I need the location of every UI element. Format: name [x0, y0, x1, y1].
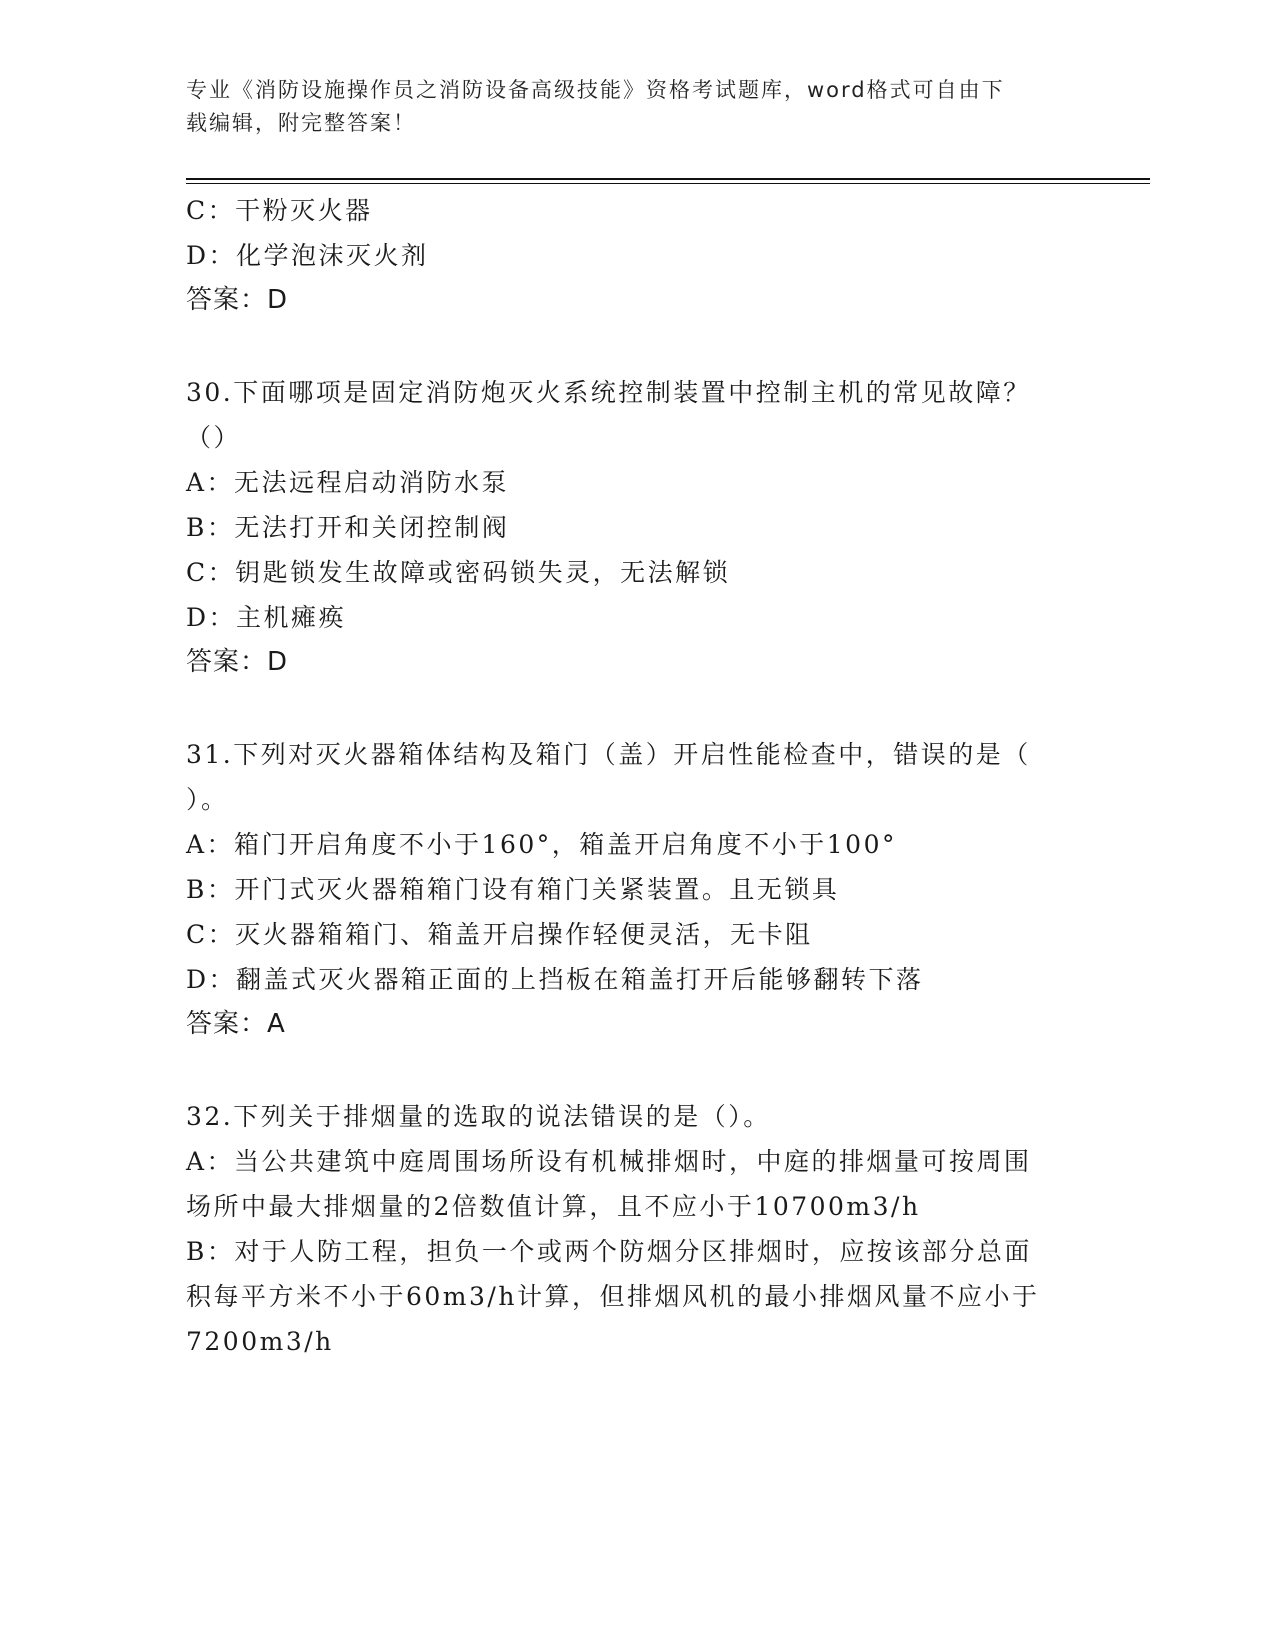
option-b: B：无法打开和关闭控制阀: [186, 513, 510, 542]
answer: 答案：A: [186, 1009, 286, 1039]
question-stem-cont: ）。: [186, 785, 229, 814]
option-c: C：干粉灭火器: [186, 196, 373, 225]
option-c: C：钥匙锁发生故障或密码锁失灵，无法解锁: [186, 558, 731, 587]
option-a: A：箱门开启角度不小于160°，箱盖开启角度不小于100°: [186, 830, 897, 859]
option-d: D：化学泡沫灭火剂: [186, 241, 429, 270]
question-30: [186, 370, 1076, 685]
option-a: A：当公共建筑中庭周围场所设有机械排烟时，中庭的排烟量可按周围: [186, 1147, 1032, 1176]
option-d: D：翻盖式灭火器箱正面的上挡板在箱盖打开后能够翻转下落: [186, 965, 924, 994]
header-line-2: 载编辑，附完整答案！: [186, 111, 416, 135]
option-b-cont-2: 7200m3/h: [186, 1327, 334, 1356]
document-header: [186, 74, 1076, 140]
option-a-cont: 场所中最大排烟量的2倍数值计算，且不应小于10700m3/h: [186, 1192, 921, 1221]
answer: 答案：D: [186, 285, 289, 315]
option-c: C：灭火器箱箱门、箱盖开启操作轻便灵活，无卡阻: [186, 920, 813, 949]
question-stem-cont: （）: [186, 423, 242, 452]
question-32: [186, 1094, 1076, 1364]
answer: 答案：D: [186, 647, 289, 677]
question-stem: 31.下列对灭火器箱体结构及箱门（盖）开启性能检查中，错误的是（: [186, 740, 1031, 769]
question-stem: 32.下列关于排烟量的选取的说法错误的是（）。: [186, 1102, 771, 1131]
header-rule-thin: [186, 183, 1150, 184]
header-line-1: 专业《消防设施操作员之消防设备高级技能》资格考试题库，word格式可自由下: [186, 78, 1005, 102]
question-content: [186, 188, 1076, 1364]
option-b-cont: 积每平方米不小于60m3/h计算，但排烟风机的最小排烟风量不应小于: [186, 1282, 1040, 1311]
question-31: [186, 732, 1076, 1047]
option-a: A：无法远程启动消防水泵: [186, 468, 510, 497]
option-b: B：对于人防工程，担负一个或两个防烟分区排烟时，应按该部分总面: [186, 1237, 1032, 1266]
header-rule-thick: [186, 178, 1150, 180]
option-b: B：开门式灭火器箱箱门设有箱门关紧装置。且无锁具: [186, 875, 840, 904]
option-d: D：主机瘫痪: [186, 603, 347, 632]
question-29-tail: [186, 188, 1076, 323]
question-stem: 30.下面哪项是固定消防炮灭火系统控制装置中控制主机的常见故障？: [186, 378, 1031, 407]
